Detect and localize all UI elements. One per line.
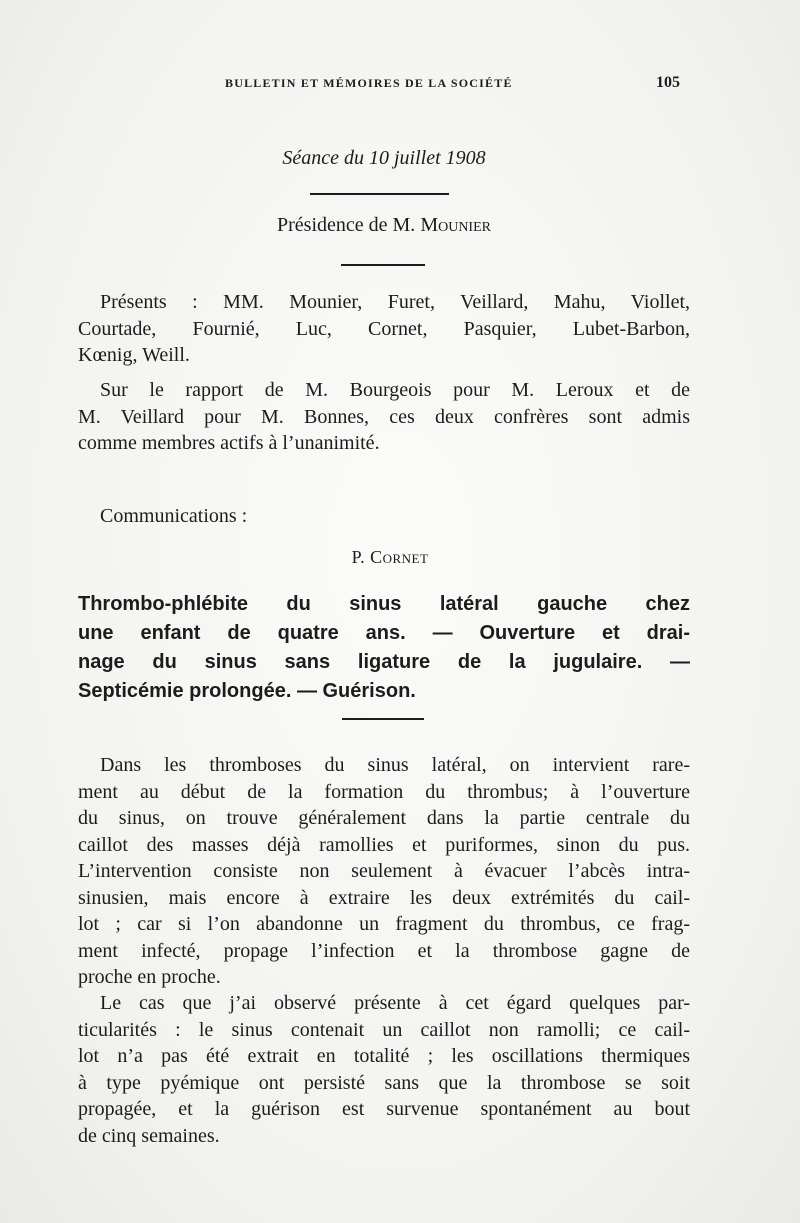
text-line: ticularités : le sinus contenait un caillot non ramolli; ce cail- xyxy=(78,1018,690,1041)
text-line: lot n’a pas été extrait en totalité ; les oscillations thermiques xyxy=(78,1045,690,1067)
attendance-paragraph xyxy=(78,289,690,369)
text-line: Kœnig, Weill. xyxy=(78,344,190,366)
separator-rule xyxy=(341,264,425,266)
title-line: une enfant de quatre ans. — Ouverture et drai- xyxy=(78,622,690,644)
page-number: 105 xyxy=(656,74,680,91)
presidency-prefix: Présidence de M. xyxy=(277,214,421,236)
text-line: lot ; car si l’on abandonne un fragment du thrombus, ce frag- xyxy=(78,913,690,935)
text-line: Sur le rapport de M. Bourgeois pour M. Leroux et de xyxy=(100,379,690,401)
text-line: à type pyémique ont persisté sans que la thrombose se soit xyxy=(78,1071,690,1094)
text-line: Le cas que j’ai observé présente à cet égard quelques par- xyxy=(100,992,690,1014)
title-line: Septicémie prolongée. — Guérison. xyxy=(78,680,416,702)
text-line: de cinq semaines. xyxy=(78,1124,220,1147)
separator-rule xyxy=(342,718,424,720)
author-name: P. Cornet xyxy=(351,547,429,567)
presidency-line xyxy=(78,214,690,237)
text-line: caillot des masses déjà ramollies et puriformes, sinon du pus. xyxy=(78,833,690,856)
text-line: comme membres actifs à l’unanimité. xyxy=(78,432,380,454)
title-line: nage du sinus sans ligature de la jugulaire. — xyxy=(78,651,690,673)
text-line: Présents : MM. Mounier, Furet, Veillard, Mahu, Viollet, xyxy=(100,291,690,313)
text-line: M. Veillard pour M. Bonnes, ces deux confrères sont admis xyxy=(78,405,690,428)
title-line: Thrombo-phlébite du sinus latéral gauche chez xyxy=(78,593,690,615)
session-title: Séance du 10 juillet 1908 xyxy=(282,147,486,169)
report-paragraph xyxy=(78,377,690,457)
running-head: BULLETIN ET MÉMOIRES DE LA SOCIÉTÉ xyxy=(225,76,513,90)
text-line: ment infecté, propage l’infection et la thrombose gagne de xyxy=(78,939,690,962)
text-line: L’intervention consiste non seulement à évacuer l’abcès intra- xyxy=(78,860,690,882)
text-line: propagée, et la guérison est survenue spontanément au bout xyxy=(78,1098,690,1120)
text-line: ment au début de la formation du thrombus; à l’ouverture xyxy=(78,780,690,803)
separator-rule xyxy=(310,193,449,195)
text-line: Courtade, Fournié, Luc, Cornet, Pasquier, Lubet-Barbon, xyxy=(78,317,690,340)
president-name: Mounier xyxy=(420,214,491,236)
article-title xyxy=(78,590,690,706)
communications-heading: Communications : xyxy=(100,505,248,527)
text-line: sinusien, mais encore à extraire les deux extrémités du cail- xyxy=(78,886,690,909)
body-paragraph-2 xyxy=(78,990,690,1149)
text-line: du sinus, on trouve généralement dans la partie centrale du xyxy=(78,807,690,829)
text-line: proche en proche. xyxy=(78,966,221,988)
body-paragraph-1 xyxy=(78,752,690,991)
text-line: Dans les thromboses du sinus latéral, on intervient rare- xyxy=(100,754,690,776)
